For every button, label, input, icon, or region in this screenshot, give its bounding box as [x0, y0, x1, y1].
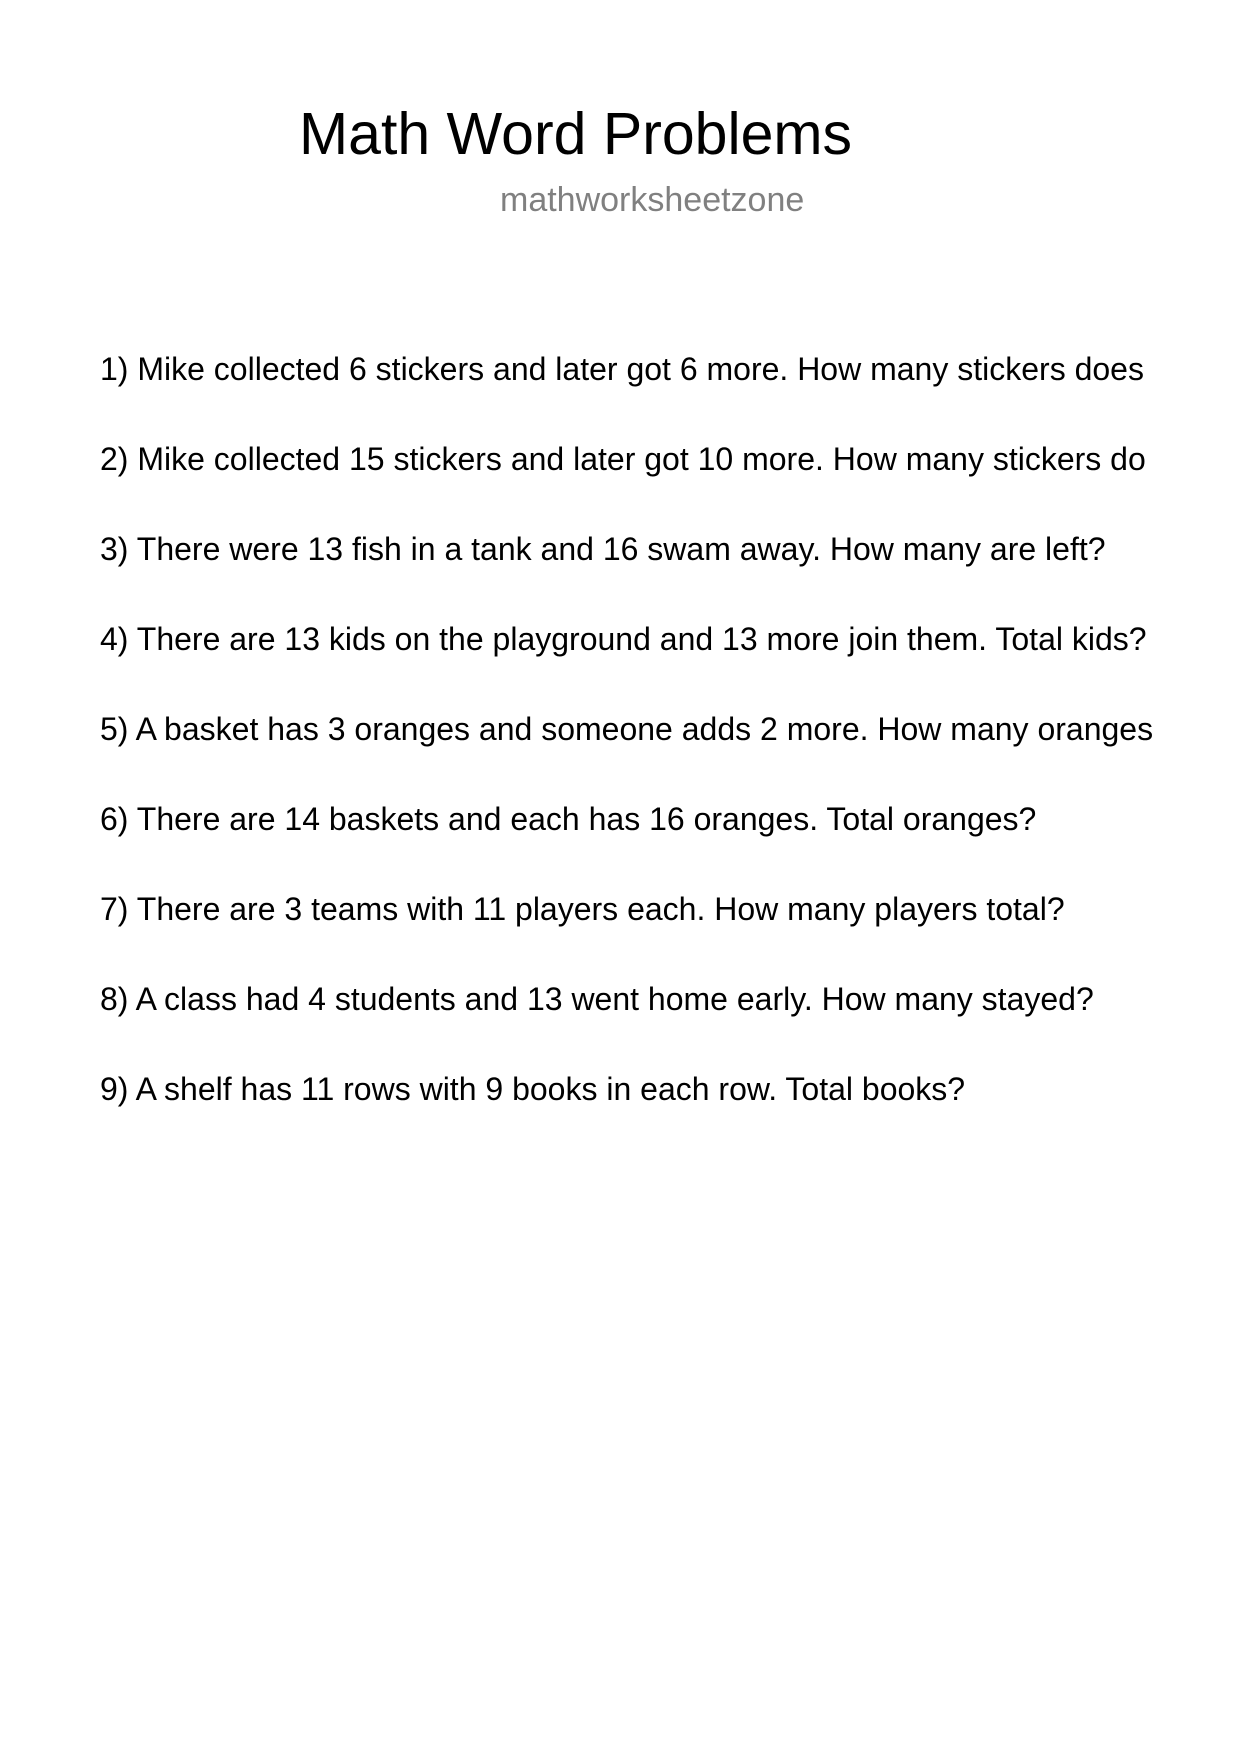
- problem-item: 4) There are 13 kids on the playground and 13 more join them. Total kids?: [100, 621, 1147, 657]
- problem-item: 2) Mike collected 15 stickers and later got 10 more. How many stickers do: [100, 441, 1146, 477]
- problem-item: 7) There are 3 teams with 11 players each. How many players total?: [100, 891, 1065, 927]
- problem-item: 6) There are 14 baskets and each has 16 oranges. Total oranges?: [100, 801, 1037, 837]
- worksheet-subtitle: mathworksheetzone: [500, 181, 805, 219]
- problem-item: 3) There were 13 fish in a tank and 16 swam away. How many are left?: [100, 531, 1106, 567]
- problem-item: 9) A shelf has 11 rows with 9 books in each row. Total books?: [100, 1071, 966, 1107]
- problem-item: 1) Mike collected 6 stickers and later got 6 more. How many stickers does: [100, 351, 1144, 387]
- worksheet-title: Math Word Problems: [299, 101, 853, 167]
- problem-list: [100, 347, 1240, 1157]
- problem-item: 8) A class had 4 students and 13 went home early. How many stayed?: [100, 981, 1094, 1017]
- problem-item: 5) A basket has 3 oranges and someone adds 2 more. How many oranges: [100, 711, 1154, 747]
